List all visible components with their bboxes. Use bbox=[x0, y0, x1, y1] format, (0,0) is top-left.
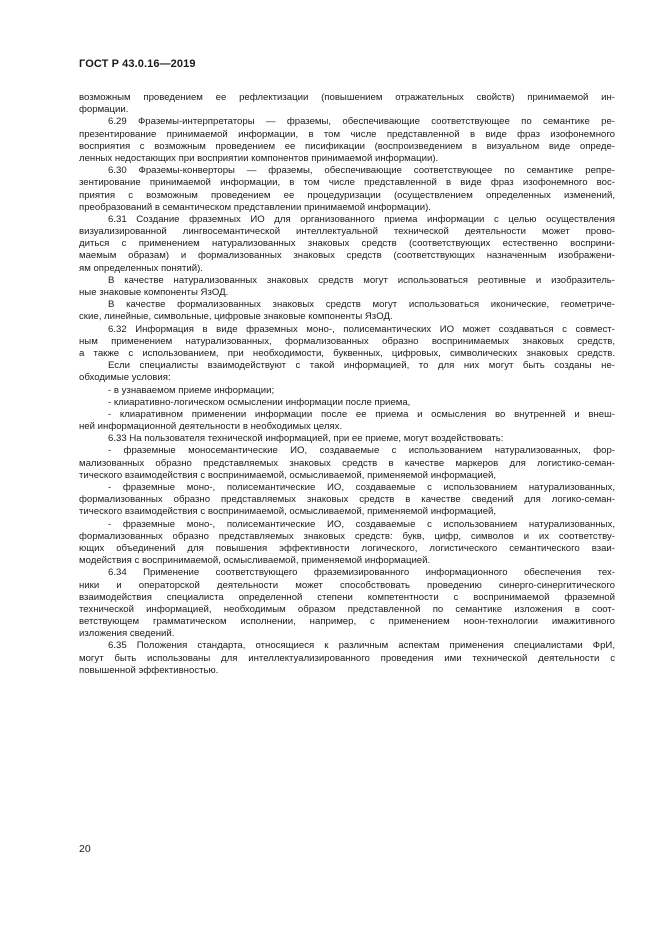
text-line: визуализированной лингвосемантической интеллектуальной технической деятельности может прово- bbox=[79, 226, 615, 238]
text-line: 6.34 Применение соответствующего фраземизированного информационного обеспечения тех- bbox=[108, 567, 615, 579]
text-line: изложения сведений. bbox=[79, 628, 175, 640]
page-number: 20 bbox=[79, 843, 91, 855]
text-line: - в узнаваемом приеме информации; bbox=[108, 384, 275, 396]
text-line: ям определенных понятий). bbox=[79, 262, 203, 274]
text-line: - фраземные моно-, полисемантические ИО, создаваемые с использованием натурализованных, bbox=[108, 518, 615, 530]
text-line: 6.35 Положения стандарта, относящиеся к различным аспектам применения специалистами ФрИ, bbox=[108, 640, 615, 652]
document-body bbox=[79, 92, 615, 677]
document-header: ГОСТ Р 43.0.16—2019 bbox=[79, 58, 196, 70]
text-line: 6.32 Информация в виде фраземных моно-, полисемантических ИО может создаваться с совмест- bbox=[108, 323, 615, 335]
text-line: - клиаративном применении информации после ее приема и осмысления во внутренней и внеш- bbox=[108, 408, 615, 420]
text-line: ющих объединений для повышения эффективности логического, логистического семантического взаи- bbox=[79, 542, 615, 554]
text-line: ней информационной деятельности в необходимых целях. bbox=[79, 421, 343, 433]
text-line: могут быть использованы для интеллектуализированного проведения ими технической деятельности с bbox=[79, 652, 615, 664]
text-line: формализованных образно представляемых знаковых средств в качестве сведений для логико-семан- bbox=[79, 494, 615, 506]
text-line: Если специалисты взаимодействуют с такой информацией, то для них могут быть созданы не- bbox=[108, 360, 615, 372]
text-line: обходимые условия: bbox=[79, 372, 171, 384]
text-line: - фраземные моносемантические ИО, создаваемые с использованием натурализованных, фор- bbox=[108, 445, 615, 457]
text-line: ленных недостающих при восприятии компонентов принимаемой информации). bbox=[79, 152, 439, 164]
text-line: преобразований в семантическом представлении принимаемой информации). bbox=[79, 201, 431, 213]
text-line: возможным проведением ее рефлектизации (повышением отражательных свойств) принимаемой ин- bbox=[79, 92, 615, 103]
text-line: а также с использованием, при необходимости, буквенных, цифровых, символических знаковых средств. bbox=[79, 347, 615, 359]
text-line: повышенной эффективностью. bbox=[79, 664, 219, 676]
text-line: диться с применением натурализованных знаковых средств (соответствующих естественно восприни- bbox=[79, 238, 615, 250]
text-line: приятия с возможным проведением ее процедуризации (осуществлением определенных изменений, bbox=[79, 189, 615, 201]
text-line: 6.29 Фраземы-интерпретаторы — фраземы, обеспечивающие соответствующее по семантике ре- bbox=[108, 116, 615, 128]
text-line: ские, линейные, символьные, цифровые знаковые компоненты ЯзОД. bbox=[79, 311, 393, 323]
text-line: тического взаимодействия с воспринимаемой, осмысливаемой, применяемой информацией, bbox=[79, 469, 497, 481]
text-line: 6.30 Фраземы-конверторы — фраземы, обеспечивающие соответствующее по семантике репре- bbox=[108, 165, 615, 177]
text-line: 6.31 Создание фраземных ИО для организованного приема информации с целью осуществления bbox=[108, 213, 615, 225]
text-line: презентирование принимаемой информации, в том числе представленной в виде фраз изофонемного bbox=[79, 128, 615, 140]
text-line: ники и операторской деятельности может способствовать проведению синерго-синергитического bbox=[79, 579, 615, 591]
text-line: маемым образам) и формализованных знаковых средств (соответствующих назначенным изображени- bbox=[79, 250, 615, 262]
text-line: - фраземные моно-, полисемантические ИО, создаваемые с использованием натурализованных, bbox=[108, 482, 615, 493]
text-line: - клиаративно-логическом осмыслении информации после приема, bbox=[108, 396, 411, 408]
text-line: ветствующем грамматическом исполнении, например, с применением ноон-технологии имажитивного bbox=[79, 616, 615, 628]
text-line: мализованных образно представляемых знаковых средств в качестве маркеров для логистико-семан- bbox=[79, 457, 615, 469]
text-line: технической информацией, необходимым образом представленной по семантике изложения в соот- bbox=[79, 603, 615, 615]
text-line: В качестве формализованных знаковых средств могут использоваться иконические, геометриче- bbox=[108, 299, 615, 311]
text-line: модействия с воспринимаемой, осмысливаемой, применяемой информацией. bbox=[79, 555, 431, 567]
text-line: зентирование принимаемой информации, в том числе представленной в виде фраз изофонемного вос- bbox=[79, 177, 615, 189]
text-line: В качестве натурализованных знаковых средств могут использоваться реотивные и изобразитель- bbox=[108, 274, 615, 286]
text-line: ным применением натурализованных, формализованных образно воспринимаемых знаковых средств, bbox=[79, 335, 615, 347]
text-line: тического взаимодействия с воспринимаемой, осмысливаемой, применяемой информацией, bbox=[79, 506, 497, 518]
text-line: ные знаковые компоненты ЯзОД. bbox=[79, 287, 229, 298]
text-line: восприятия с возможным проведением ее писификации (воспроизведением в визуальном виде опреде- bbox=[79, 140, 615, 152]
text-line: формации. bbox=[79, 104, 129, 116]
text-line: взаимодействия специалиста определенной степени компетентности с воспринимаемой фраземной bbox=[79, 591, 615, 603]
text-line: формализованных образно представляемых знаковых средств: букв, цифр, символов и их соответству- bbox=[79, 530, 615, 542]
text-line: 6.33 На пользователя технической информацией, при ее приеме, могут воздействовать: bbox=[108, 433, 504, 445]
